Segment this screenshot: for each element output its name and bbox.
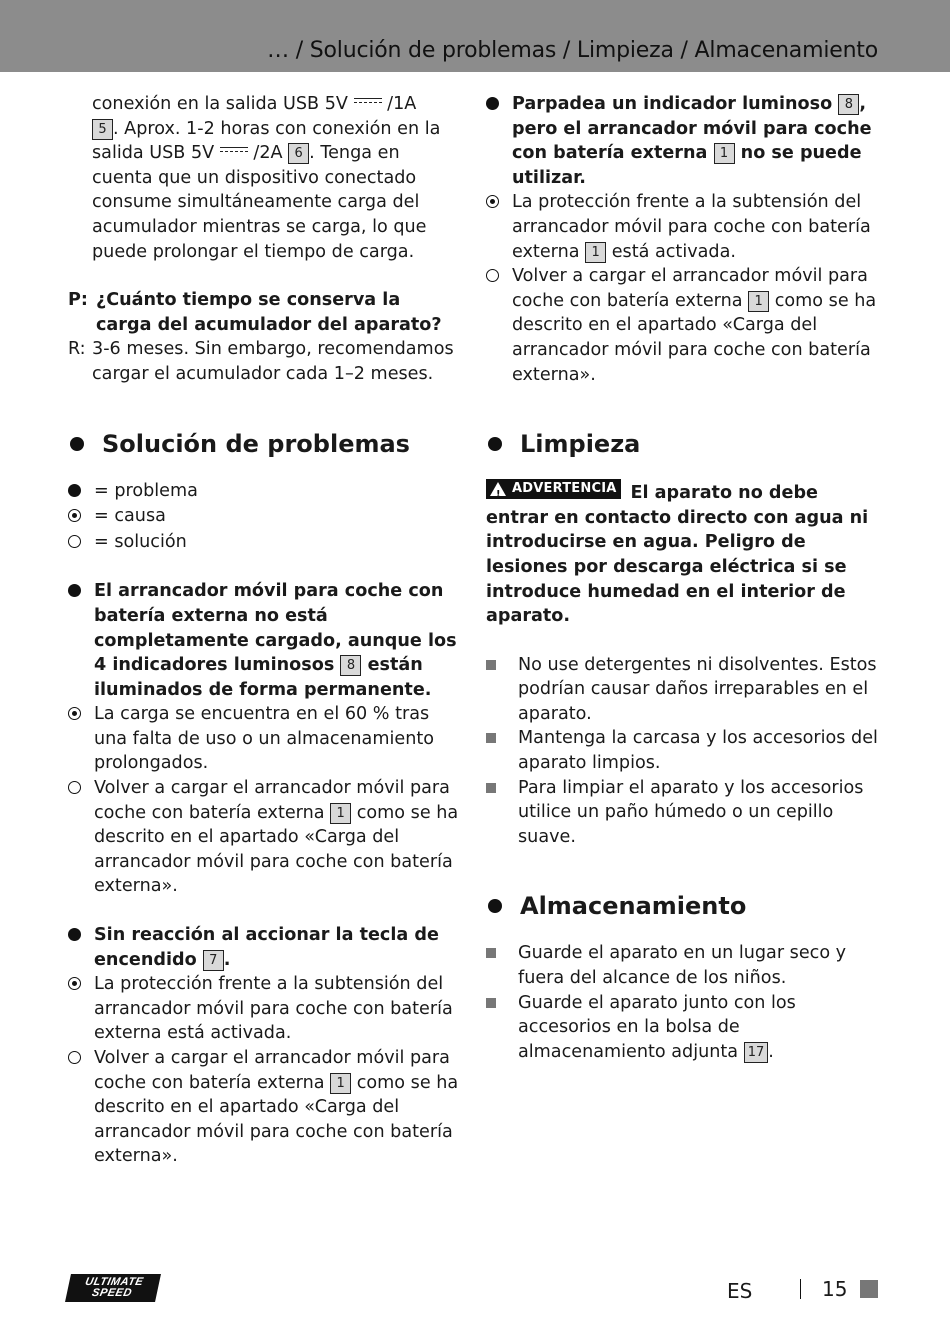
legend-item-cause: = causa [68, 504, 460, 530]
cleaning-item: Mantenga la carcasa y los accesorios del aparato limpios. [486, 726, 878, 775]
troubleshooting-heading [68, 429, 460, 459]
bullet-dot-icon [488, 899, 502, 913]
square-bullet-icon [486, 998, 496, 1008]
footer-divider [800, 1279, 801, 1299]
intro-paragraph [68, 92, 460, 264]
faq-a-text: 3-6 meses. Sin embargo, recomendamos cargar el acumulador cada 1–2 meses. [92, 339, 454, 384]
solution-ring-icon [68, 781, 81, 794]
square-bullet-icon [486, 733, 496, 743]
solution-ring-icon [68, 1051, 81, 1064]
solution-1: Volver a cargar el arrancador móvil para coche con batería externa 1 como se ha descrito en el apartado «Carga del arrancador móvil para coche con batería externa». [68, 776, 460, 899]
square-bullet-icon [486, 660, 496, 670]
legend [68, 479, 460, 556]
square-bullet-icon [486, 783, 496, 793]
problem-1: El arrancador móvil para coche con batería externa no está completamente cargado, aunque los 4 indicadores luminosos 8 están iluminados de forma permanente. [68, 579, 460, 702]
cleaning-title: Limpieza [520, 430, 641, 459]
intro-rest: cuenta que un dispositivo conectado consume simultáneamente carga del acumulador mientras se carga, lo que puede prolongar el tiempo de carga. [92, 167, 427, 262]
left-column [68, 92, 460, 1169]
cause-1: La carga se encuentra en el 60 % tras una falta de uso o un almacenamiento prolongados. [68, 702, 460, 776]
solution-2: Volver a cargar el arrancador móvil para coche con batería externa 1 como se ha descrito en el apartado «Carga del arrancador móvil para coche con batería externa». [68, 1046, 460, 1169]
page-number: 15 [822, 1277, 848, 1301]
cleaning-item: Para limpiar el aparato y los accesorios utilice un paño húmedo o un cepillo suave. [486, 776, 878, 850]
faq-q-text: ¿Cuánto tiempo se conserva la carga del acumulador del aparato? [96, 290, 442, 335]
header-bar [0, 0, 950, 72]
solution-ring-icon [486, 269, 499, 282]
ref-box: 8 [838, 94, 859, 115]
ref-box: 7 [203, 950, 224, 971]
warning-triangle-icon [490, 482, 506, 496]
intro-line2: . Aprox. 1-2 horas con conexión en la [113, 118, 441, 139]
dc-symbol-icon [220, 147, 248, 156]
footer-square-icon [860, 1280, 878, 1298]
problem-2: Sin reacción al accionar la tecla de encendido 7 . [68, 923, 460, 972]
storage-item: Guarde el aparato junto con los accesorios en la bolsa de almacenamiento adjunta 17 . [486, 991, 878, 1065]
cause-ring-icon [68, 707, 81, 720]
faq-question [68, 288, 460, 337]
ref-box: 1 [585, 242, 606, 263]
storage-item: Guarde el aparato en un lugar seco y fuera del alcance de los niños. [486, 941, 878, 990]
solution-3: Volver a cargar el arrancador móvil para coche con batería externa 1 como se ha descrito en el apartado «Carga del arrancador móvil para coche con batería externa». [486, 264, 878, 387]
square-bullet-icon [486, 948, 496, 958]
problem-3: Parpadea un indicador luminoso 8 , pero el arrancador móvil para coche con batería externa 1 no se puede utilizar. [486, 92, 878, 190]
cause-ring-icon [68, 977, 81, 990]
warning-text: El aparato no debe entrar en contacto directo con agua ni introducirse en agua. Peligro de lesiones por descarga eléctrica si se introduce humedad en el interior de aparato. [486, 483, 869, 627]
ref-box: 17 [744, 1042, 769, 1063]
troubleshooting-title: Solución de problemas [102, 429, 410, 458]
storage-heading [486, 891, 878, 921]
problem-dot-icon [486, 97, 499, 110]
faq-a-prefix: R: [68, 339, 86, 360]
legend-item-problem: = problema [68, 479, 460, 505]
solution-ring-icon [68, 535, 81, 548]
ref-box: 1 [330, 803, 351, 824]
bullet-dot-icon [488, 437, 502, 451]
brand-logo: ULTIMATE SPEED [65, 1274, 161, 1302]
page-title: … / Solución de problemas / Limpieza / Almacenamiento [267, 38, 878, 63]
language-code: ES [727, 1279, 753, 1303]
ref-box: 1 [330, 1073, 351, 1094]
intro-line1b: /1A [387, 94, 417, 114]
problem-dot-icon [68, 928, 81, 941]
ref-box: 8 [340, 655, 361, 676]
warning-badge: ! ADVERTENCIA [486, 479, 621, 499]
faq-answer [68, 337, 460, 386]
cause-ring-icon [486, 195, 499, 208]
intro-line1a: conexión en la salida USB 5V [92, 94, 348, 114]
ref-box: 1 [714, 143, 735, 164]
storage-title: Almacenamiento [520, 892, 747, 921]
ref-box: 1 [748, 291, 769, 312]
ref-box: 5 [92, 119, 113, 140]
intro-line3c: . Tenga en [309, 143, 400, 164]
legend-item-solution: = solución [68, 530, 460, 556]
problem-dot-icon [68, 584, 81, 597]
cleaning-heading [486, 429, 878, 459]
cause-2: La protección frente a la subtensión del arrancador móvil para coche con batería externa está activada. [68, 972, 460, 1046]
cause-ring-icon [68, 509, 81, 522]
intro-line3a: salida USB 5V [92, 143, 215, 164]
bullet-dot-icon [70, 437, 84, 451]
intro-line3b: /2A [253, 143, 283, 164]
faq-q-prefix: P: [68, 290, 88, 311]
cause-3: La protección frente a la subtensión del arrancador móvil para coche con batería externa 1 está activada. [486, 190, 878, 264]
warning-paragraph [486, 479, 878, 629]
dc-symbol-icon [354, 98, 382, 107]
ref-box: 6 [288, 143, 309, 164]
right-column [486, 92, 878, 1064]
problem-dot-icon [68, 484, 81, 497]
cleaning-item: No use detergentes ni disolventes. Estos podrían causar daños irreparables en el aparato. [486, 653, 878, 727]
